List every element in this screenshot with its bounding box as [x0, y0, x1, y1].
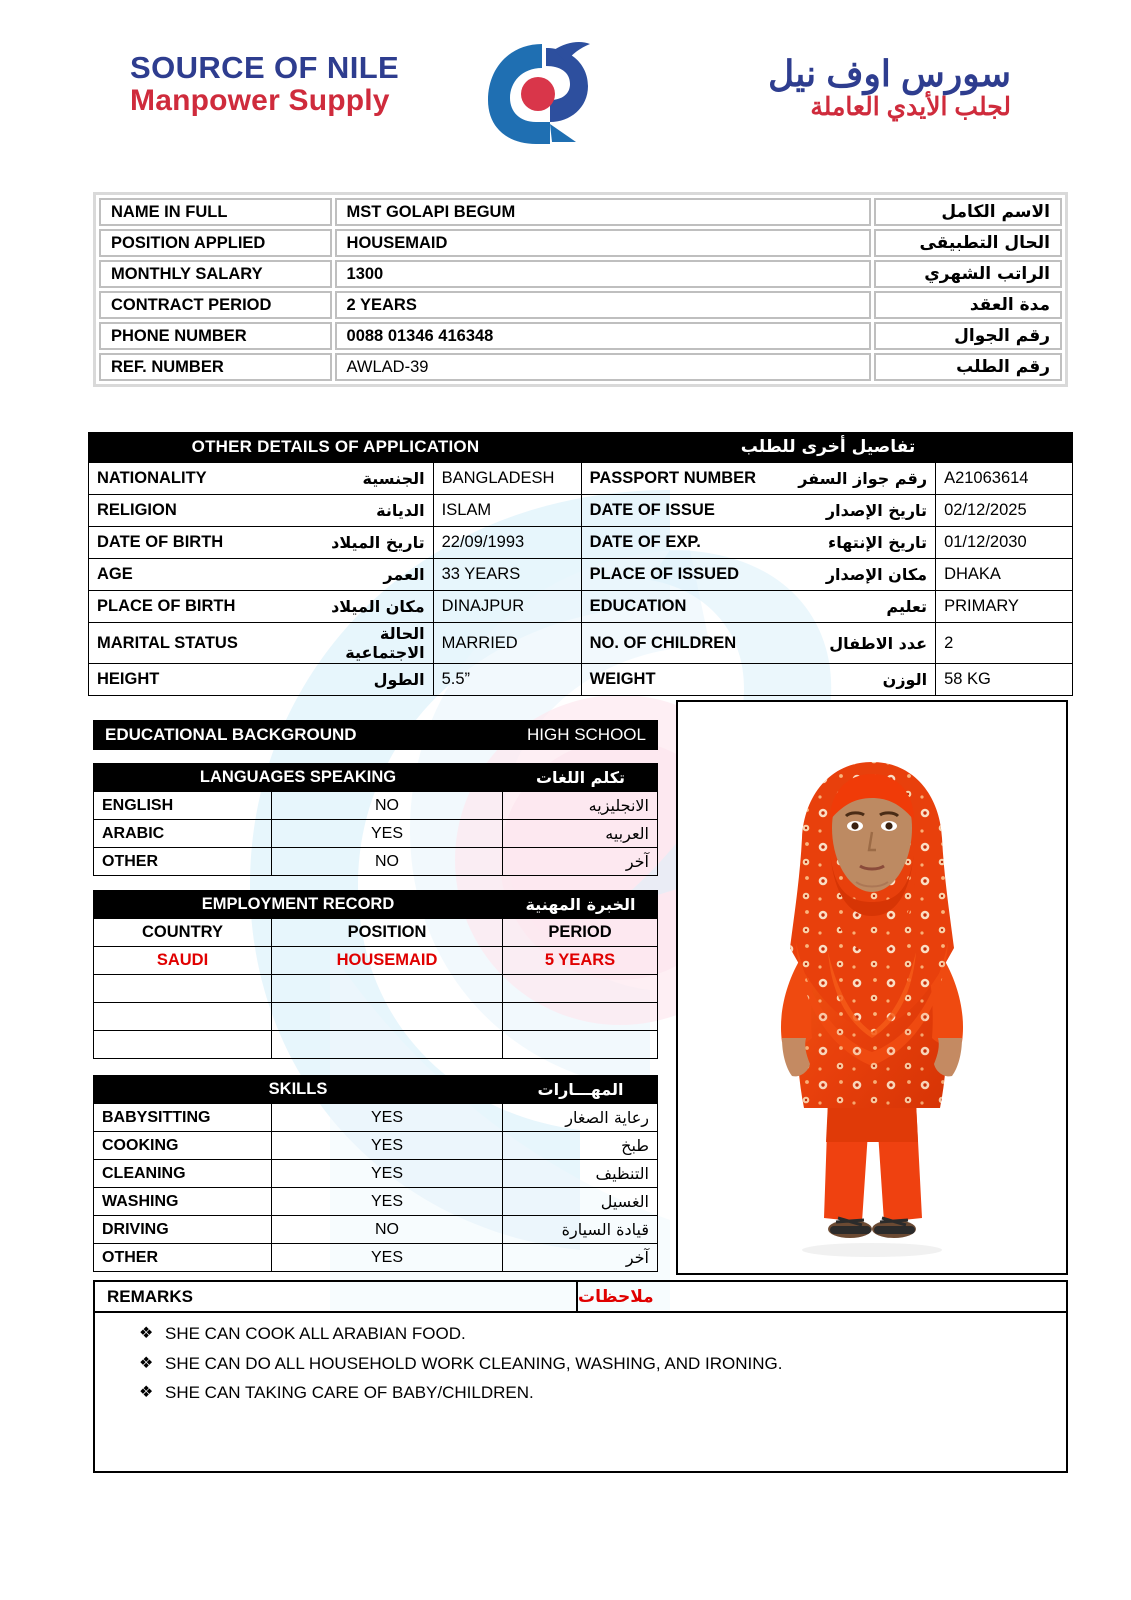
employment-position: [272, 1003, 503, 1031]
diamond-bullet-icon: ❖: [139, 1325, 154, 1342]
detail-value-right: 2: [936, 623, 1073, 664]
language-label: ENGLISH: [94, 792, 272, 820]
employment-title-en: EMPLOYMENT RECORD: [201, 894, 395, 913]
detail-label-right-arabic: الوزن: [786, 664, 936, 696]
remarks-label: REMARKS: [95, 1282, 578, 1311]
detail-label-left-arabic: العمر: [288, 559, 433, 591]
summary-label: CONTRACT PERIOD: [99, 291, 332, 319]
skills-title-en: SKILLS: [268, 1079, 328, 1098]
skill-value: YES: [272, 1188, 503, 1216]
detail-value-right: PRIMARY: [936, 591, 1073, 623]
detail-label-left-arabic: مكان الميلاد: [288, 591, 433, 623]
detail-label-right-arabic: تعليم: [786, 591, 936, 623]
employment-col-period: PERIOD: [503, 919, 658, 947]
educational-background-label: EDUCATIONAL BACKGROUND: [105, 725, 357, 744]
table-row: [94, 1188, 658, 1216]
detail-value-right: A21063614: [936, 463, 1073, 495]
table-row: [94, 947, 658, 975]
table-row: [89, 527, 1073, 559]
table-row: [94, 1104, 658, 1132]
educational-background-bar: [93, 720, 658, 750]
language-arabic: الانجليزيه: [503, 792, 658, 820]
diamond-bullet-icon: ❖: [139, 1384, 154, 1402]
employment-period: 5 YEARS: [503, 947, 658, 975]
summary-label: MONTHLY SALARY: [99, 260, 332, 288]
summary-label: PHONE NUMBER: [99, 322, 332, 350]
table-row: [94, 1003, 658, 1031]
other-details-title-en: OTHER DETAILS OF APPLICATION: [191, 437, 480, 456]
skill-label: BABYSITTING: [94, 1104, 272, 1132]
detail-label-left: NATIONALITY: [89, 463, 289, 495]
skills-section: [93, 1075, 658, 1272]
table-row: [94, 1216, 658, 1244]
skill-label: OTHER: [94, 1244, 272, 1272]
summary-value: MST GOLAPI BEGUM: [335, 198, 871, 226]
other-details-section: [88, 432, 1073, 696]
table-row: [99, 229, 1062, 257]
employment-country: [94, 975, 272, 1003]
brand-arabic-line-2: لجلب الأيدي العاملة: [810, 92, 1011, 121]
remark-item: [95, 1325, 1066, 1344]
company-logo-icon: [480, 38, 600, 148]
language-arabic: آخر: [503, 848, 658, 876]
other-details-header: [88, 432, 1073, 462]
diamond-bullet-icon: ❖: [139, 1354, 154, 1372]
letterhead: [0, 28, 1131, 158]
skills-title-ar: المهـــارات: [537, 1079, 624, 1099]
skill-label: DRIVING: [94, 1216, 272, 1244]
employment-period: [503, 1031, 658, 1059]
detail-label-left-arabic: تاريخ الميلاد: [288, 527, 433, 559]
brand-line-1: SOURCE OF NILE: [130, 50, 400, 85]
skill-value: YES: [272, 1244, 503, 1272]
detail-label-left: AGE: [89, 559, 289, 591]
detail-label-right-arabic: مكان الإصدار: [786, 559, 936, 591]
detail-label-right: PASSPORT NUMBER: [581, 463, 786, 495]
table-row: [89, 664, 1073, 696]
brand-english: [130, 52, 399, 116]
summary-value: 0088 01346 416348: [335, 322, 871, 350]
employment-record-section: [93, 890, 658, 1059]
language-arabic: العربيه: [503, 820, 658, 848]
summary-value: HOUSEMAID: [335, 229, 871, 257]
detail-label-right: DATE OF ISSUE: [581, 495, 786, 527]
table-row: [99, 291, 1062, 319]
detail-label-right: EDUCATION: [581, 591, 786, 623]
employment-position: [272, 975, 503, 1003]
employment-position: HOUSEMAID: [272, 947, 503, 975]
skill-label: WASHING: [94, 1188, 272, 1216]
table-row: [94, 1244, 658, 1272]
table-row: [94, 1160, 658, 1188]
detail-value-right: 02/12/2025: [936, 495, 1073, 527]
detail-value-right: 58 KG: [936, 664, 1073, 696]
skill-value: YES: [272, 1132, 503, 1160]
remark-text: SHE CAN DO ALL HOUSEHOLD WORK CLEANING, WASHING, AND IRONING.: [165, 1353, 783, 1373]
detail-label-right-arabic: عدد الاطفال: [786, 623, 936, 664]
skill-value: NO: [272, 1216, 503, 1244]
table-row: [94, 792, 658, 820]
detail-label-right-arabic: تاريخ الإنتهاء: [786, 527, 936, 559]
summary-value: 2 YEARS: [335, 291, 871, 319]
employment-title-ar: الخبرة المهنية: [525, 894, 636, 914]
table-row: [89, 591, 1073, 623]
skill-arabic: الغسيل: [503, 1188, 658, 1216]
employment-header: [93, 890, 658, 918]
table-row: [99, 260, 1062, 288]
summary-label-arabic: مدة العقد: [874, 291, 1062, 319]
applicant-summary-table: [93, 192, 1068, 387]
detail-value-left: MARRIED: [433, 623, 581, 664]
remark-item: [95, 1384, 1066, 1403]
summary-label-arabic: الاسم الكامل: [874, 198, 1062, 226]
skill-arabic: قيادة السيارة: [503, 1216, 658, 1244]
detail-label-right: WEIGHT: [581, 664, 786, 696]
detail-label-left: DATE OF BIRTH: [89, 527, 289, 559]
detail-label-right: DATE OF EXP.: [581, 527, 786, 559]
applicant-photo: [676, 700, 1068, 1275]
language-value: NO: [272, 848, 503, 876]
employment-period: [503, 1003, 658, 1031]
remarks-body: [93, 1313, 1068, 1473]
summary-label-arabic: رقم الطلب: [874, 353, 1062, 381]
brand-arabic-line-1: سورس اوف نيل: [768, 53, 1011, 94]
skill-arabic: آخر: [503, 1244, 658, 1272]
detail-value-left: 33 YEARS: [433, 559, 581, 591]
skill-label: CLEANING: [94, 1160, 272, 1188]
table-row: [99, 198, 1062, 226]
languages-section: [93, 763, 658, 876]
detail-label-right: PLACE OF ISSUED: [581, 559, 786, 591]
language-label: ARABIC: [94, 820, 272, 848]
remark-text: SHE CAN TAKING CARE OF BABY/CHILDREN.: [165, 1383, 534, 1403]
other-details-title-ar: تفاصيل أخرى للطلب: [740, 437, 916, 457]
employment-country: [94, 1003, 272, 1031]
employment-col-country: COUNTRY: [94, 919, 272, 947]
detail-label-left: MARITAL STATUS: [89, 623, 289, 664]
detail-value-left: ISLAM: [433, 495, 581, 527]
detail-value-left: DINAJPUR: [433, 591, 581, 623]
detail-label-right-arabic: رقم جواز السفر: [786, 463, 936, 495]
summary-value: AWLAD-39: [335, 353, 871, 381]
detail-value-left: 5.5”: [433, 664, 581, 696]
languages-title-ar: تكلم اللغات: [535, 767, 626, 787]
detail-value-right: DHAKA: [936, 559, 1073, 591]
table-row: [89, 463, 1073, 495]
summary-value: 1300: [335, 260, 871, 288]
table-row: [94, 975, 658, 1003]
skill-arabic: رعاية الصغار: [503, 1104, 658, 1132]
employment-country: [94, 1031, 272, 1059]
summary-label: NAME IN FULL: [99, 198, 332, 226]
employment-position: [272, 1031, 503, 1059]
brand-line-2: Manpower Supply: [130, 83, 390, 117]
employment-period: [503, 975, 658, 1003]
table-row: [94, 820, 658, 848]
table-header-row: [94, 919, 658, 947]
applicant-photo-image: [678, 702, 1066, 1273]
table-row: [99, 353, 1062, 381]
detail-value-right: 01/12/2030: [936, 527, 1073, 559]
brand-arabic: [768, 54, 1011, 121]
language-label: OTHER: [94, 848, 272, 876]
table-row: [89, 559, 1073, 591]
employment-country: SAUDI: [94, 947, 272, 975]
table-row: [89, 495, 1073, 527]
skill-label: COOKING: [94, 1132, 272, 1160]
languages-header: [93, 763, 658, 791]
detail-label-left-arabic: الديانة: [288, 495, 433, 527]
summary-label: REF. NUMBER: [99, 353, 332, 381]
detail-label-left: PLACE OF BIRTH: [89, 591, 289, 623]
detail-label-left-arabic: الحالة الاجتماعية: [288, 623, 433, 664]
remark-text: SHE CAN COOK ALL ARABIAN FOOD.: [165, 1324, 466, 1343]
languages-title-en: LANGUAGES SPEAKING: [199, 767, 397, 786]
detail-label-right-arabic: تاريخ الإصدار: [786, 495, 936, 527]
remark-item: [95, 1355, 1066, 1374]
skills-header: [93, 1075, 658, 1103]
table-row: [99, 322, 1062, 350]
educational-background-value: HIGH SCHOOL: [526, 725, 646, 744]
detail-label-left-arabic: الجنسية: [288, 463, 433, 495]
employment-col-position: POSITION: [272, 919, 503, 947]
detail-value-left: 22/09/1993: [433, 527, 581, 559]
summary-label-arabic: الحال التطبيقى: [874, 229, 1062, 257]
remarks-header: [93, 1280, 1068, 1313]
remarks-label-arabic: ملاحظات: [578, 1286, 654, 1307]
summary-label-arabic: الراتب الشهري: [874, 260, 1062, 288]
skill-arabic: التنظيف: [503, 1160, 658, 1188]
detail-value-left: BANGLADESH: [433, 463, 581, 495]
detail-label-right: NO. OF CHILDREN: [581, 623, 786, 664]
detail-label-left-arabic: الطول: [288, 664, 433, 696]
table-row: [89, 623, 1073, 664]
language-value: NO: [272, 792, 503, 820]
table-row: [94, 1132, 658, 1160]
summary-label-arabic: رقم الجوال: [874, 322, 1062, 350]
summary-label: POSITION APPLIED: [99, 229, 332, 257]
detail-label-left: RELIGION: [89, 495, 289, 527]
skill-arabic: طبخ: [503, 1132, 658, 1160]
detail-label-left: HEIGHT: [89, 664, 289, 696]
skill-value: YES: [272, 1160, 503, 1188]
skill-value: YES: [272, 1104, 503, 1132]
table-row: [94, 1031, 658, 1059]
remarks-section: [93, 1280, 1068, 1473]
language-value: YES: [272, 820, 503, 848]
table-row: [94, 848, 658, 876]
